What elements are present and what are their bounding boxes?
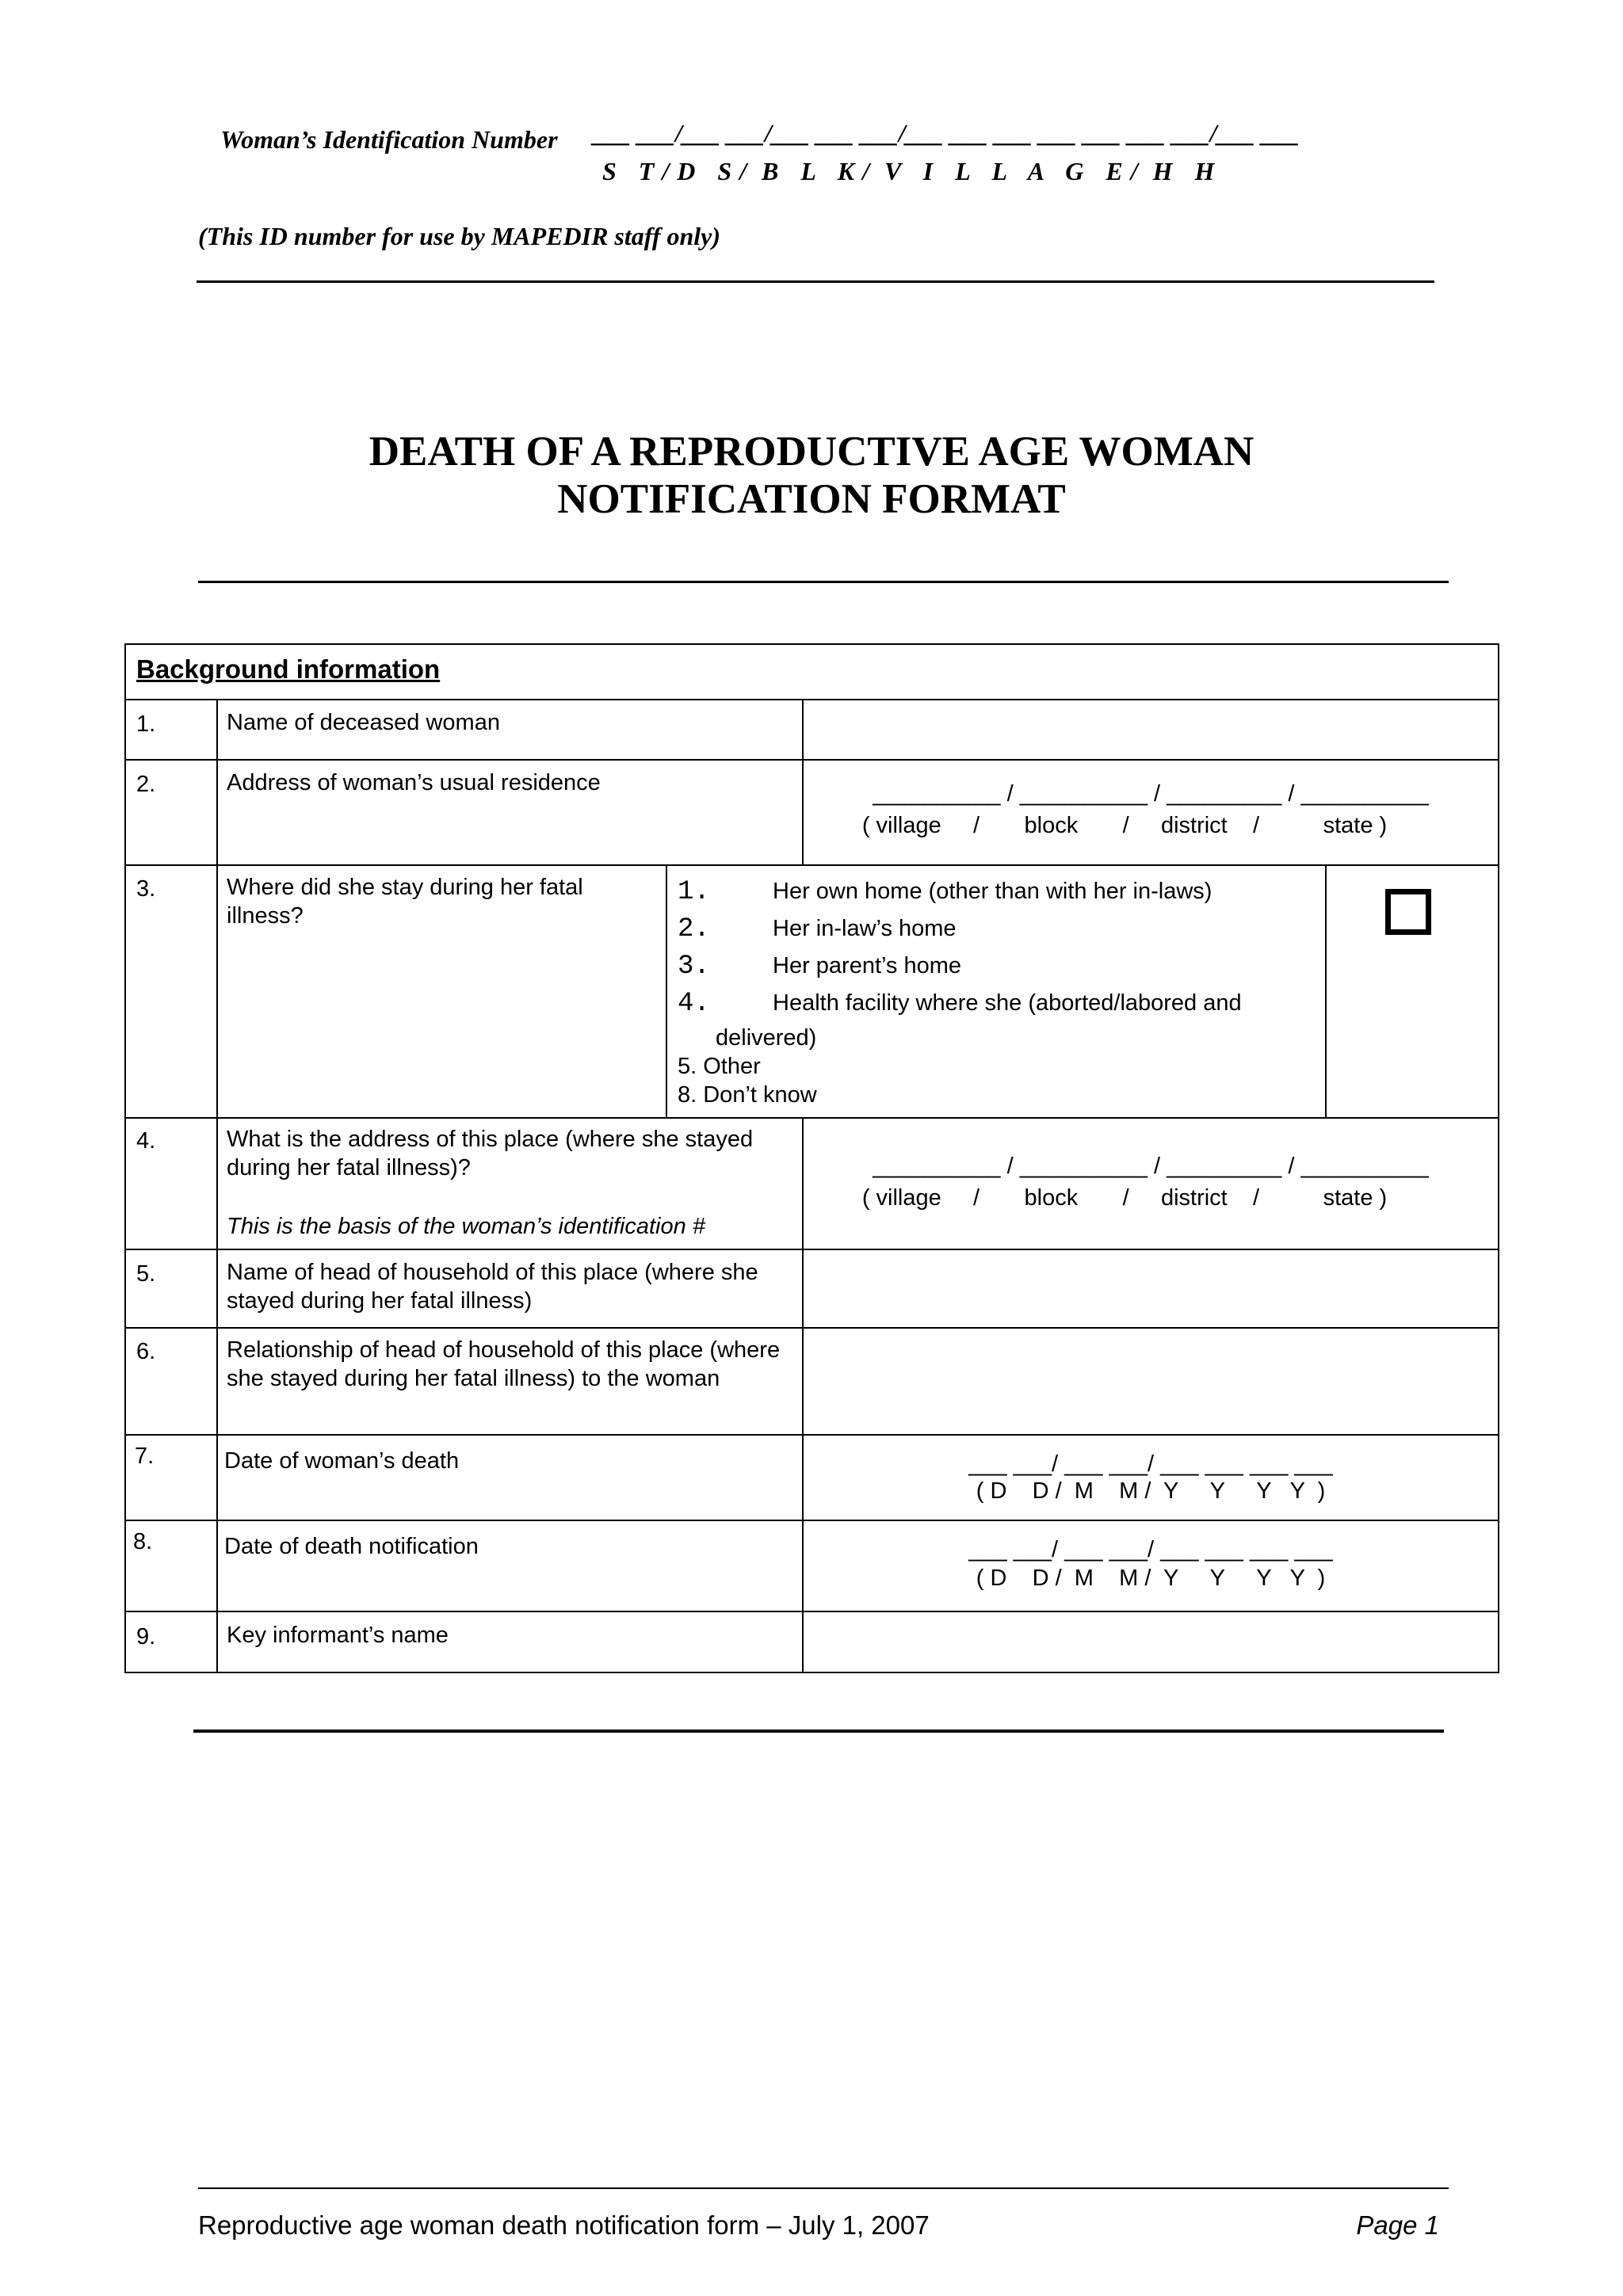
woman-id-label: Woman’s Identification Number (220, 125, 558, 154)
stay-option-2[interactable]: 2. Her in-law’s home (678, 914, 957, 944)
row-5-question: Name of head of household of this place (where she stayed during her fatal illness) (227, 1260, 758, 1314)
row-6-question: Relationship of head of household of this place (where she stayed during her fatal illness) to the woman (227, 1337, 781, 1391)
death-date-caption: ( D D / M M / Y Y Y Y ) (976, 1478, 1326, 1504)
row-7-number: 7. (135, 1444, 155, 1469)
stay-address-caption: ( village / block / district / state ) (861, 1185, 1388, 1211)
notification-date-caption: ( D D / M M / Y Y Y Y ) (976, 1566, 1326, 1591)
woman-id-codes: S T / D S / B L K / V I L L A G E / H H (602, 157, 1216, 185)
row-9-question: Key informant’s name (227, 1623, 449, 1648)
section-title: Background information (136, 654, 441, 684)
title-divider (198, 581, 1449, 583)
row-4-note: This is the basis of the woman’s identification # (227, 1214, 705, 1239)
row-4-question: What is the address of this place (where she stayed during her fatal illness)? (227, 1127, 754, 1180)
row-2-number: 2. (136, 772, 156, 797)
row-8-question: Date of death notification (224, 1534, 479, 1559)
row-3-question: Where did she stay during her fatal illness? (227, 875, 583, 929)
row-3-number: 3. (136, 876, 156, 902)
death-date-field[interactable]: ___ ___/ ___ ___/ ___ ___ ___ ___ (968, 1451, 1333, 1477)
woman-id-blanks[interactable]: ___ ___/___ ___/___ ___ ___/___ ___ ___ ___ ___ ___ ___/___ ___ (593, 119, 1300, 147)
row-7-question: Date of woman’s death (224, 1448, 460, 1474)
household-head-name-field[interactable] (804, 1250, 1498, 1327)
household-head-relationship-field[interactable] (804, 1329, 1498, 1434)
footer-page-number: Page 1 (1356, 2210, 1439, 2240)
table-bottom-divider (193, 1730, 1444, 1733)
row-1-number: 1. (136, 711, 156, 737)
stay-option-8[interactable]: 8. Don’t know (678, 1082, 817, 1108)
stay-answer-checkbox[interactable] (1385, 889, 1431, 935)
row-5-number: 5. (136, 1261, 156, 1287)
page-title (0, 428, 1623, 523)
row-6-number: 6. (136, 1339, 156, 1364)
stay-address-field[interactable]: __________ / __________ / _________ / __________ (873, 1154, 1429, 1179)
row-8-number: 8. (133, 1529, 153, 1554)
notification-date-field[interactable]: ___ ___/ ___ ___/ ___ ___ ___ ___ (968, 1537, 1333, 1562)
stay-option-4-continued: delivered) (716, 1025, 817, 1051)
key-informant-name-field[interactable] (804, 1612, 1498, 1672)
stay-option-3[interactable]: 3. Her parent’s home (678, 952, 962, 982)
title-line-1: DEATH OF A REPRODUCTIVE AGE WOMAN (369, 429, 1254, 475)
footer-form-title: Reproductive age woman death notification form – July 1, 2007 (198, 2210, 930, 2240)
stay-option-4[interactable]: 4. Health facility where she (aborted/labored and (678, 989, 1242, 1019)
stay-option-1[interactable]: 1. Her own home (other than with her in-laws) (678, 877, 1212, 907)
id-usage-note: (This ID number for use by MAPEDIR staff only) (198, 222, 721, 250)
row-9-number: 9. (136, 1624, 156, 1650)
residence-address-field[interactable]: __________ / __________ / _________ / __________ (873, 781, 1429, 807)
title-line-2: NOTIFICATION FORMAT (557, 476, 1066, 522)
footer-divider (198, 2187, 1449, 2189)
row-2-question: Address of woman’s usual residence (227, 770, 601, 795)
header-divider (197, 280, 1434, 283)
residence-address-caption: ( village / block / district / state ) (861, 813, 1388, 838)
stay-option-5[interactable]: 5. Other (678, 1054, 761, 1079)
deceased-name-field[interactable] (804, 700, 1498, 759)
row-4-number: 4. (136, 1128, 156, 1154)
row-1-question: Name of deceased woman (227, 710, 500, 735)
